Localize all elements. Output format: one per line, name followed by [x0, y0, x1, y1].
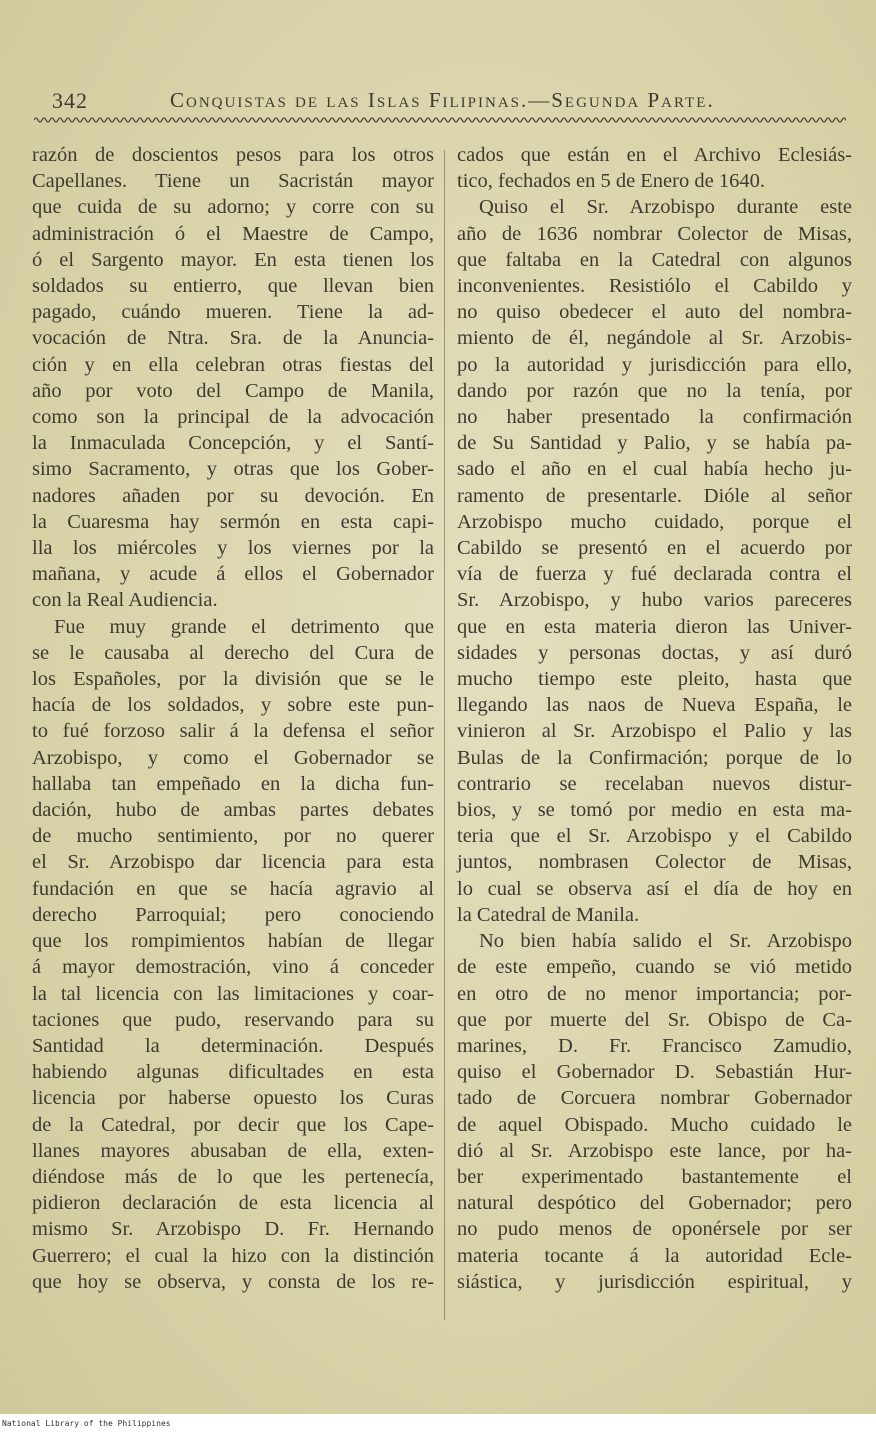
text-line: vía de fuerza y fué declarada contra el — [457, 563, 852, 586]
text-line: no quiso obedecer el auto del nombra- — [457, 301, 852, 324]
text-line: diéndose más de lo que les pertenecía, — [32, 1165, 434, 1188]
text-line: Arzobispo mucho cuidado, porque el — [457, 510, 852, 533]
text-line: se le causaba al derecho del Cura de — [32, 641, 434, 664]
decorative-wavy-rule — [34, 116, 846, 124]
text-line: po la autoridad y jurisdicción para ello, — [457, 353, 852, 376]
text-line: como son la principal de la advocación — [32, 406, 434, 429]
text-line: cados que están en el Archivo Eclesiás- — [457, 144, 852, 166]
text-line: la Inmaculada Concepción, y el Santí- — [32, 432, 434, 455]
text-line: dió al Sr. Arzobispo este lance, por ha- — [457, 1139, 852, 1162]
text-line: ber experimentado bastantemente el — [457, 1165, 852, 1188]
text-line: que los rompimientos habían de llegar — [32, 930, 434, 953]
text-line: vinieron al Sr. Arzobispo el Palio y las — [457, 720, 852, 743]
text-line: juntos, nombrasen Colector de Misas, — [457, 851, 852, 874]
library-credit: National Library of the Philippines — [2, 1419, 171, 1428]
text-line: la Cuaresma hay sermón en esta capi- — [32, 510, 434, 533]
text-line: bios, y se tomó por medio en esta ma- — [457, 799, 852, 822]
text-line: to fué forzoso salir á la defensa el señor — [32, 720, 434, 743]
text-line: Capellanes. Tiene un Sacristán mayor — [32, 170, 434, 193]
text-line: hacía de los soldados, y sobre este pun- — [32, 694, 434, 717]
text-line: Quiso el Sr. Arzobispo durante este — [479, 196, 852, 219]
text-line: llegando las naos de Nueva España, le — [457, 694, 852, 717]
text-line: llanes mayores abusaban de ella, exten- — [32, 1139, 434, 1162]
text-line: pidieron declaración de esta licencia al — [32, 1192, 434, 1215]
text-line: que cuida de su adorno; y corre con su — [32, 196, 434, 219]
page-header — [52, 84, 832, 120]
text-line: siástica, y jurisdicción espiritual, y — [457, 1270, 852, 1293]
text-line: la tal licencia con las limitaciones y coar- — [32, 982, 434, 1005]
text-line: simo Sacramento, y otras que los Gober- — [32, 458, 434, 481]
text-line: administración ó el Maestre de Campo, — [32, 222, 434, 245]
text-line: de este empeño, cuando se vió metido — [457, 956, 852, 979]
text-line: habiendo algunas dificultades en esta — [32, 1061, 434, 1084]
text-line: que en esta materia dieron las Univer- — [457, 615, 852, 638]
text-line: razón de doscientos pesos para los otros — [32, 144, 434, 166]
column-divider — [444, 150, 445, 1320]
text-line: licencia por haberse opuesto los Curas — [32, 1087, 434, 1110]
text-line: sidades y personas doctas, y así duró — [457, 641, 852, 664]
text-line: que por muerte del Sr. Obispo de Ca- — [457, 1008, 852, 1031]
text-line: soldados su entierro, que llevan bien — [32, 275, 434, 298]
text-line: mismo Sr. Arzobispo D. Fr. Hernando — [32, 1218, 434, 1241]
text-line: dación, hubo de ambas partes debates — [32, 799, 434, 822]
text-line: Bulas de la Confirmación; porque de lo — [457, 746, 852, 769]
text-line: ó el Sargento mayor. En esta tienen los — [32, 248, 434, 271]
text-line: no pudo menos de oponérsele por ser — [457, 1218, 852, 1241]
text-line: en otro de no menor importancia; por- — [457, 982, 852, 1005]
text-line: Cabildo se presentó en el acuerdo por — [457, 537, 852, 560]
text-line: teria que el Sr. Arzobispo y el Cabildo — [457, 825, 852, 848]
text-line: tado de Corcuera nombrar Gobernador — [457, 1087, 852, 1110]
text-line: con la Real Audiencia. — [32, 589, 218, 612]
page-number: 342 — [52, 88, 88, 113]
text-line: lo cual se observa así el día de hoy en — [457, 877, 852, 900]
text-line: nadores añaden por su devoción. En — [32, 484, 434, 507]
text-line: los Españoles, por la división que se le — [32, 668, 434, 691]
text-line: materia tocante á la autoridad Ecle- — [457, 1244, 852, 1267]
text-line: Santidad la determinación. Después — [32, 1034, 434, 1057]
text-line: derecho Parroquial; pero conociendo — [32, 903, 434, 926]
text-line: miento de él, negándole al Sr. Arzobis- — [457, 327, 852, 350]
text-line: que hoy se observa, y consta de los re- — [32, 1270, 434, 1293]
text-line: de mucho sentimiento, por no querer — [32, 825, 434, 848]
text-line: año de 1636 nombrar Colector de Misas, — [457, 222, 852, 245]
text-line: que faltaba en la Catedral con algunos — [457, 248, 852, 271]
left-text-column — [32, 142, 434, 1295]
text-line: el Sr. Arzobispo dar licencia para esta — [32, 851, 434, 874]
text-line: sado el año en el cual había hecho ju- — [457, 458, 852, 481]
text-line: marines, D. Fr. Francisco Zamudio, — [457, 1034, 852, 1057]
running-title: Conquistas de las Islas Filipinas.—Segunda Parte. — [170, 88, 715, 112]
text-line: Fue muy grande el detrimento que — [54, 615, 434, 638]
text-line: fundación en que se hacía agravio al — [32, 877, 434, 900]
text-line: inconvenientes. Resistiólo el Cabildo y — [457, 275, 852, 298]
text-line: no haber presentado la confirmación — [457, 406, 852, 429]
text-line: Sr. Arzobispo, y hubo varios pareceres — [457, 589, 852, 612]
text-line: de la Catedral, por decir que los Cape- — [32, 1113, 434, 1136]
text-line: ramento de presentarle. Dióle al señor — [457, 484, 852, 507]
text-line: No bien había salido el Sr. Arzobispo — [479, 930, 852, 953]
text-line: mañana, y acude á ellos el Gobernador — [32, 563, 434, 586]
text-line: Guerrero; el cual la hizo con la distinción — [32, 1244, 434, 1267]
text-line: pagado, cuándo mueren. Tiene la ad- — [32, 301, 434, 324]
text-line: tico, fechados en 5 de Enero de 1640. — [457, 170, 765, 193]
text-line: natural despótico del Gobernador; pero — [457, 1192, 852, 1215]
text-line: quiso el Gobernador D. Sebastián Hur- — [457, 1061, 852, 1084]
text-line: hallaba tan empeñado en la dicha fun- — [32, 772, 434, 795]
text-line: taciones que pudo, reservando para su — [32, 1008, 434, 1031]
text-line: Arzobispo, y como el Gobernador se — [32, 746, 434, 769]
text-line: de aquel Obispado. Mucho cuidado le — [457, 1113, 852, 1136]
text-line: ción y en ella celebran otras fiestas del — [32, 353, 434, 376]
text-line: á mayor demostración, vino á conceder — [32, 956, 434, 979]
text-line: la Catedral de Manila. — [457, 903, 640, 926]
text-line: año por voto del Campo de Manila, — [32, 379, 434, 402]
text-line: contrario se recelaban nuevos distur- — [457, 772, 852, 795]
text-line: dando por razón que no la tenía, por — [457, 379, 852, 402]
text-line: mucho tiempo este pleito, hasta que — [457, 668, 852, 691]
text-line: de Su Santidad y Palio, y se había pa- — [457, 432, 852, 455]
right-text-column — [457, 142, 852, 1295]
text-line: lla los miércoles y los viernes por la — [32, 537, 434, 560]
text-line: vocación de Ntra. Sra. de la Anuncia- — [32, 327, 434, 350]
